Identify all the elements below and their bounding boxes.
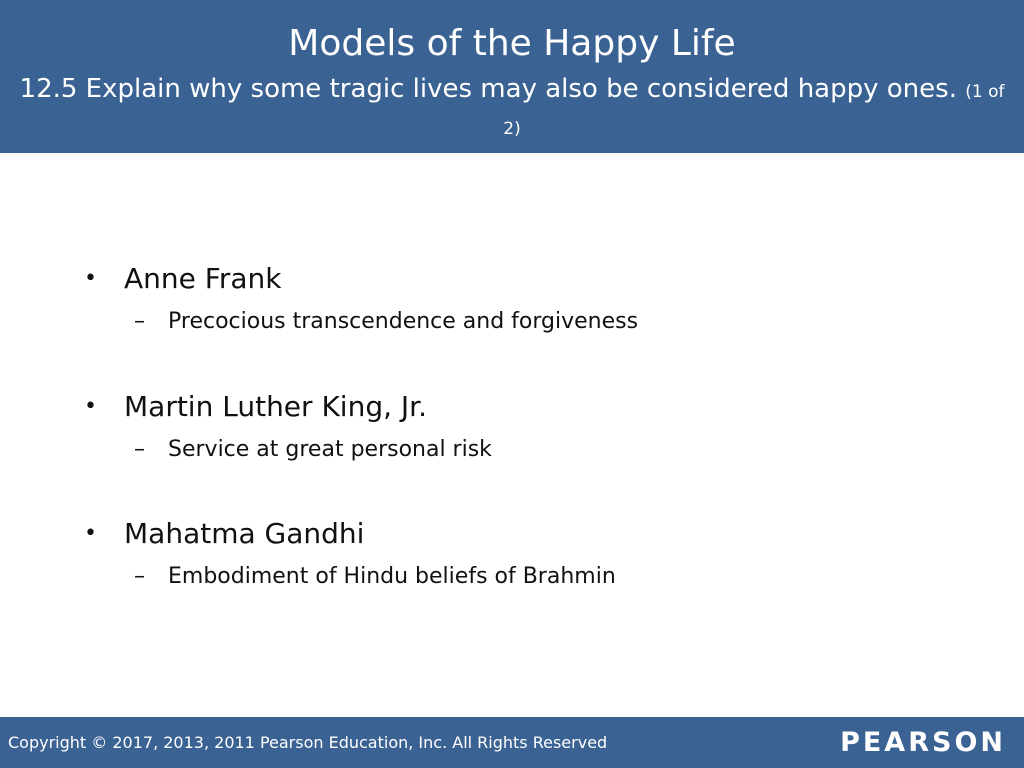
learning-objective-text: 12.5 Explain why some tragic lives may also be considered happy ones. — [19, 74, 957, 104]
sub-bullet-item — [134, 563, 616, 591]
sub-bullet-item — [134, 436, 492, 464]
bullet-marker: • — [84, 521, 97, 546]
sub-bullet-text: Precocious transcendence and forgiveness — [168, 309, 639, 334]
bullet-item — [84, 390, 427, 424]
bullet-marker: • — [84, 266, 97, 291]
bullet-item — [84, 262, 281, 296]
slide-footer — [0, 717, 1024, 768]
sub-bullet-marker: – — [134, 437, 145, 462]
slide-title: Models of the Happy Life — [288, 23, 736, 64]
sub-bullet-marker: – — [134, 309, 145, 334]
bullet-item — [84, 517, 364, 551]
sub-bullet-text: Embodiment of Hindu beliefs of Brahmin — [168, 564, 616, 589]
sub-bullet-text: Service at great personal risk — [168, 437, 492, 462]
sub-bullet-marker: – — [134, 564, 145, 589]
copyright-notice: Copyright © 2017, 2013, 2011 Pearson Education, Inc. All Rights Reserved — [8, 733, 608, 752]
bullet-text: Anne Frank — [124, 262, 282, 295]
bullet-marker: • — [84, 394, 97, 419]
sub-bullet-item — [134, 308, 638, 336]
pearson-logo: PEARSON — [840, 727, 1006, 758]
bullet-text: Martin Luther King, Jr. — [124, 390, 428, 423]
slide-part-indicator: (1 of 2) — [503, 82, 1005, 139]
bullet-text: Mahatma Gandhi — [124, 517, 365, 550]
